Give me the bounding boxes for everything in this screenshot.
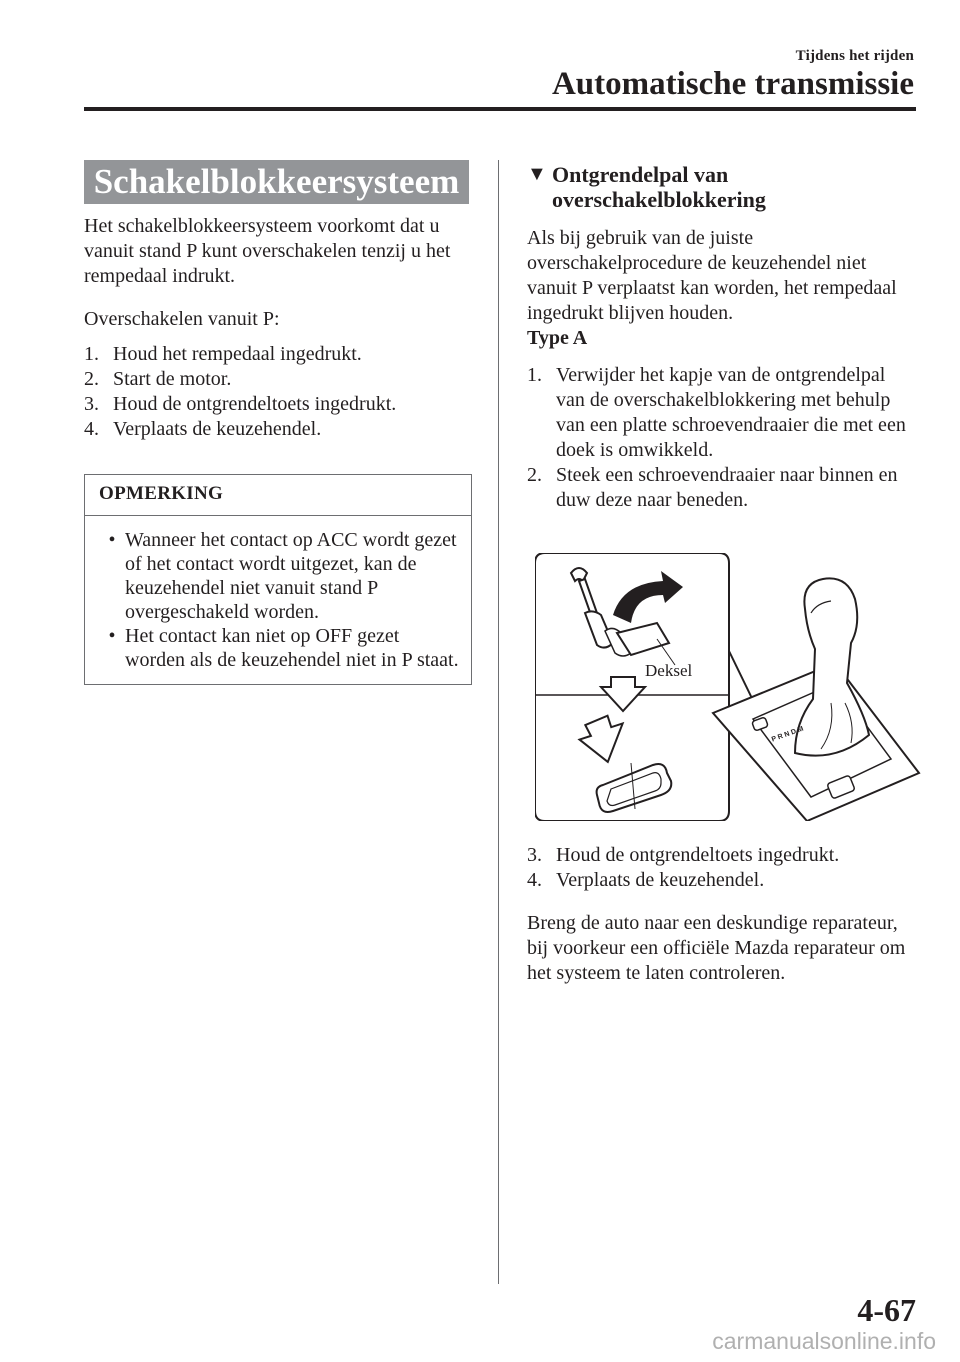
- bullet-icon: •: [108, 625, 116, 647]
- list-item: 1. Verwijder het kapje van de ontgrendelpal van de overschakelblokkering met behulp van een platte schroevendraaier die met een doek is omwikkeld.: [527, 364, 906, 461]
- note-title: OPMERKING: [99, 483, 224, 504]
- list-item: 3. Houd de ontgrendeltoets ingedrukt.: [84, 393, 397, 415]
- right-intro: Als bij gebruik van de juiste overschakelprocedure de keuzehendel niet vanuit P verplaatst kan worden, het rempedaal ingedrukt blijven houden.: [527, 227, 897, 324]
- right-column: [527, 160, 917, 986]
- list-item: 1. Houd het rempedaal ingedrukt.: [84, 343, 362, 365]
- list-item: 4. Verplaats de keuzehendel.: [84, 418, 322, 440]
- page-header: [552, 48, 914, 102]
- steps-list: [84, 342, 472, 442]
- shift-lock-illustration: [535, 553, 925, 821]
- subheading: ▼ Ontgrendelpal van overschakelblokkering: [527, 162, 766, 212]
- intro-paragraph: Het schakelblokkeersysteem voorkomt dat u vanuit stand P kunt overschakelen tenzij u het rempedaal indrukt.: [84, 215, 451, 287]
- list-item: 2. Start de motor.: [84, 368, 232, 390]
- shift-label: Overschakelen vanuit P:: [84, 308, 280, 330]
- figure-caption: Deksel: [645, 661, 693, 680]
- gear-pattern-letters: P R N D M: [770, 725, 805, 744]
- column-divider: [498, 160, 499, 1284]
- section-title-header: Automatische transmissie: [551, 66, 914, 102]
- header-rule: [84, 107, 916, 111]
- note-box: [84, 474, 472, 685]
- note-item: • Het contact kan niet op OFF gezet worden als de keuzehendel niet in P staat.: [99, 624, 461, 672]
- note-item: • Wanneer het contact op ACC wordt gezet of het contact wordt uitgezet, kan de keuzehendel niet vanuit stand P overgeschakeld worden.: [99, 528, 461, 624]
- page-number: 4-67: [857, 1292, 916, 1328]
- watermark: carmanualsonline.info: [712, 1328, 936, 1354]
- type-label: Type A: [527, 327, 588, 349]
- list-item: 4. Verplaats de keuzehendel.: [527, 869, 765, 891]
- bullet-icon: •: [108, 529, 116, 551]
- steps-list-b: [527, 843, 917, 893]
- triangle-marker-icon: ▼: [527, 163, 547, 185]
- chapter-label: Tijdens het rijden: [795, 48, 914, 64]
- list-item: 2. Steek een schroevendraaier naar binnen en duw deze naar beneden.: [527, 464, 898, 511]
- closing-paragraph: Breng de auto naar een deskundige reparateur, bij voorkeur een officiële Mazda reparateur om het systeem te laten controleren.: [527, 912, 906, 984]
- note-body: [85, 516, 471, 684]
- left-column: [84, 160, 472, 685]
- section-heading: Schakelblokkeersysteem: [84, 160, 469, 204]
- list-item: 3. Houd de ontgrendeltoets ingedrukt.: [527, 844, 840, 866]
- steps-list-a: [527, 363, 917, 513]
